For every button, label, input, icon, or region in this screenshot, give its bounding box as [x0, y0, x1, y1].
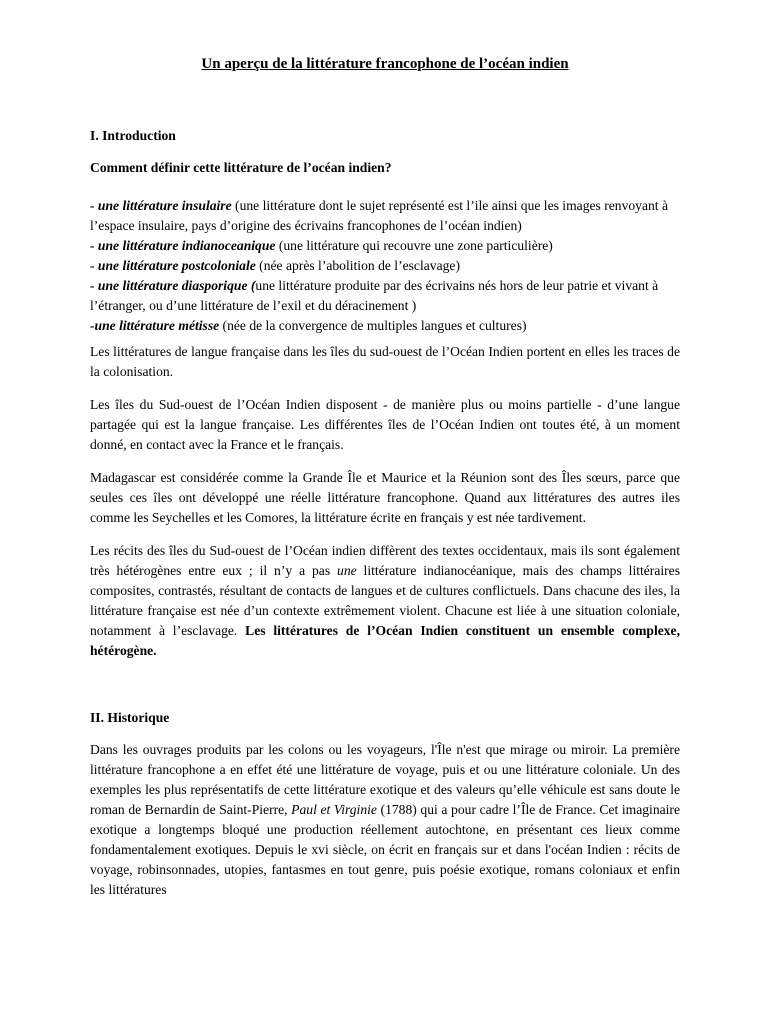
paragraph-italic-text: une: [337, 563, 357, 578]
paragraph: Les littératures de langue française dans les îles du sud-ouest de l’Océan Indien portent en elles les traces de la colonisation.: [90, 344, 680, 379]
section-heading-introduction: I. Introduction: [90, 128, 176, 143]
paragraph-text: littérature indianocéanique, mais des champs littéraires composites, contrastés, résultant de contacts de langues et de cultures conflictuels. Dans chacune des iles, la littérature française est née d’un contexte extrêmement violent. Chacune est liée à une situation coloniale, notamment à l’esclavage.: [90, 563, 680, 638]
list-item: [90, 316, 680, 336]
paragraph-text: Les récits des îles du Sud-ouest de l’Océan indien diffèrent des textes occidentaux, mais ils sont également très hétérogènes entre eux ; il n’y a pas: [90, 543, 680, 578]
definition-list: [90, 196, 680, 336]
section-heading-historique: II. Historique: [90, 710, 170, 725]
document-title: Un aperçu de la littérature francophone de l’océan indien: [201, 56, 569, 72]
paragraph: [90, 541, 680, 661]
list-item-term: - une littérature diasporique (: [90, 278, 256, 293]
list-item: [90, 196, 680, 236]
paragraph: [90, 740, 680, 900]
list-item-text: (une littérature dont le sujet représenté est l’ile ainsi que les images renvoyant à l’espace insulaire, pays d’origine des écrivains francophones de l’océan indien): [90, 198, 668, 233]
section-question: Comment définir cette littérature de l’océan indien?: [90, 160, 392, 175]
list-item-term: - une littérature indianoceanique: [90, 238, 276, 253]
list-item: [90, 236, 680, 256]
list-item-term: -une littérature métisse: [90, 318, 220, 333]
list-item: [90, 256, 680, 276]
list-item-text: (née après l’abolition de l’esclavage): [255, 258, 460, 273]
list-item: [90, 276, 680, 316]
paragraph: Madagascar est considérée comme la Grande Île et Maurice et la Réunion sont des Îles sœurs, parce que seules ces îles ont développé une réelle littérature francophone. Quand aux littératures des autres iles comme les Seychelles et les Comores, la littérature écrite en français y est née tardivement.: [90, 470, 680, 525]
paragraph-text: Dans les ouvrages produits par les colons ou les voyageurs, l'Île n'est que mirage ou miroir. La première littérature francophone a en effet été une littérature de voyage, puis et ou une littérature coloniale. Un des exemples les plus représentatifs de cette littérature exotique et des valeurs qu’elle véhicule est sans doute le roman de Bernardin de Saint-Pierre,: [90, 742, 680, 817]
paragraph-text: (1788) qui a pour cadre l’Île de France. Cet imaginaire exotique a longtemps bloqué une production réellement autochtone, en présentant ces lieux comme fondamentalement exotiques. Depuis le xvi siècle, on écrit en français sur et dans l'océan Indien : récits de voyage, robinsonnades, utopies, fantasmes en tout genre, puis poésie exotique, romans coloniaux et enfin les littératures: [90, 802, 680, 897]
list-item-text: (née de la convergence de multiples langues et cultures): [219, 318, 527, 333]
paragraph-italic-text: Paul et Virginie: [291, 802, 377, 817]
paragraph: Les îles du Sud-ouest de l’Océan Indien disposent - de manière plus ou moins partielle - d’une langue partagée qui est la langue française. Les différentes îles de l’Océan Indien ont toutes été, à un moment donné, en contact avec la France et le français.: [90, 397, 680, 452]
paragraph-bold-text: Les littératures de l’Océan Indien constituent un ensemble complexe, hétérogène.: [90, 623, 680, 658]
section-spacer: [90, 674, 680, 708]
list-item-term: - une littérature postcoloniale: [90, 258, 256, 273]
list-item-text: (une littérature qui recouvre une zone particulière): [275, 238, 553, 253]
list-item-text: une littérature produite par des écrivains nés hors de leur patrie et vivant à l’étranger, ou d’une littérature de l’exil et du déracinement ): [90, 278, 659, 313]
document-content: [90, 54, 680, 913]
list-item-term: - une littérature insulaire: [90, 198, 232, 213]
